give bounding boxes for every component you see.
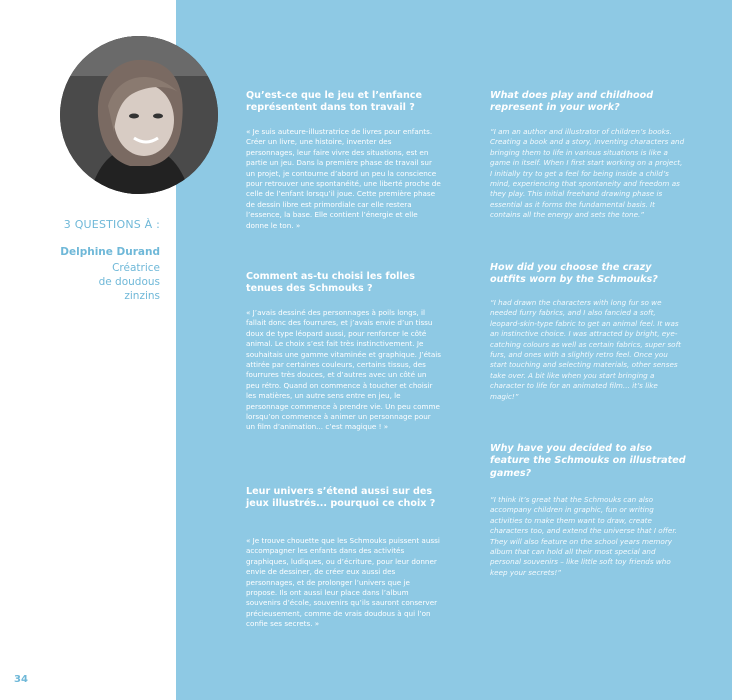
answer-fr-3: « Je trouve chouette que les Schmouks puissent aussi accompagner les enfants dans des activités graphiques, ludiques, ou d’écriture, pour leur donner envie de dessiner, de créer eux aussi des personnages, et de prolonger l’univers que je propose. Ils ont aussi leur place dans l’album souvenirs d’école, souvenirs qu’ils sauront conserver précieusement, comme de vrais doudous à qui l’on confie ses secrets. » bbox=[246, 536, 440, 629]
question-en-1: What does play and childhood represent in your work? bbox=[490, 90, 654, 114]
question-fr-2: Comment as-tu choisi les folles tenues des Schmouks ? bbox=[246, 271, 415, 295]
answer-fr-2: « J’avais dessiné des personnages à poils longs, il fallait donc des fourrures, et j’avais envie d’un tissu doux de type léopard aussi, pour renforcer le côté animal. Le choix s’est fait très instinctivement. Je souhaitais une gamme vitaminée et graphique. J’étais attirée par certaines couleurs, certains tissus, des fourrures très douces, et d’autres avec un côté un peu rétro. Quand on commence à toucher et choisir les matières, un autre sens entre en jeu, le personnage commence à prendre vie. Un peu comme lorsqu’on commence à animer un personnage pour un film d’animation... c’est magique ! » bbox=[246, 308, 442, 432]
answer-en-3: “I think it’s great that the Schmouks can also accompany children in graphic, fun or writing activities to make them want to draw, create characters too, and extend the universe that I offer. They will also feature on the school years memory album that can hold all their most special and personal souvenirs – like little soft toy friends who keep your secrets!” bbox=[490, 495, 677, 577]
answer-fr-1: « Je suis auteure-illustratrice de livres pour enfants. Créer un livre, une histoire, inventer des personnages, leur faire vivre des situations, est en partie un jeu. Dans la première phase de travail sur un projet, je contourne d’abord un peu la conscience pour retrouver une spontanéité, une liberté proche de celle de l’enfant lorsqu’il joue. Cette première phase de dessin libre est primordiale car elle restera l’essence, la base. Elle contient l’énergie et elle donne le ton. » bbox=[246, 127, 441, 230]
author-role bbox=[0, 261, 160, 303]
answer-en-2: “I had drawn the characters with long fur so we needed furry fabrics, and I also fancied a soft, leopard-skin-type fabric to get an animal feel. It was an instinctive choice. I was attracted by bright, eye-catching colours as well as certain fabrics, super soft furs, and ones with a slightly retro feel. Once you start touching and selecting materials, other senses take over. A bit like when you start bringing a character to life for an animated film... it’s like magic!” bbox=[490, 298, 681, 401]
page-number: 34 bbox=[14, 674, 28, 685]
answer-en-1: “I am an author and illustrator of children’s books. Creating a book and a story, inventing characters and bringing them to life in various situations is like a game in itself. When I first start working on a project, I initially try to get a feel for being inside a child’s mind, experiencing that spontaneity and freedom as they play. This initial freehand drawing phase is essential as it forms the fundamental basis. It contains all the energy and sets the tone.” bbox=[490, 127, 685, 220]
author-name: Delphine Durand bbox=[60, 246, 160, 258]
question-fr-3: Leur univers s’étend aussi sur des jeux illustrés... pourquoi ce choix ? bbox=[246, 486, 436, 510]
question-en-2: How did you choose the crazy outfits worn by the Schmouks? bbox=[490, 262, 658, 286]
question-fr-1: Qu’est-ce que le jeu et l’enfance représentent dans ton travail ? bbox=[246, 90, 422, 114]
questions-label: 3 QUESTIONS À : bbox=[63, 218, 160, 231]
role-line: Créatrice bbox=[112, 262, 160, 274]
portrait-photo bbox=[60, 36, 218, 194]
role-line: de doudous bbox=[98, 276, 160, 288]
role-line: zinzins bbox=[124, 290, 160, 302]
question-en-3: Why have you decided to also feature the Schmouks on illustrated games? bbox=[490, 443, 686, 479]
